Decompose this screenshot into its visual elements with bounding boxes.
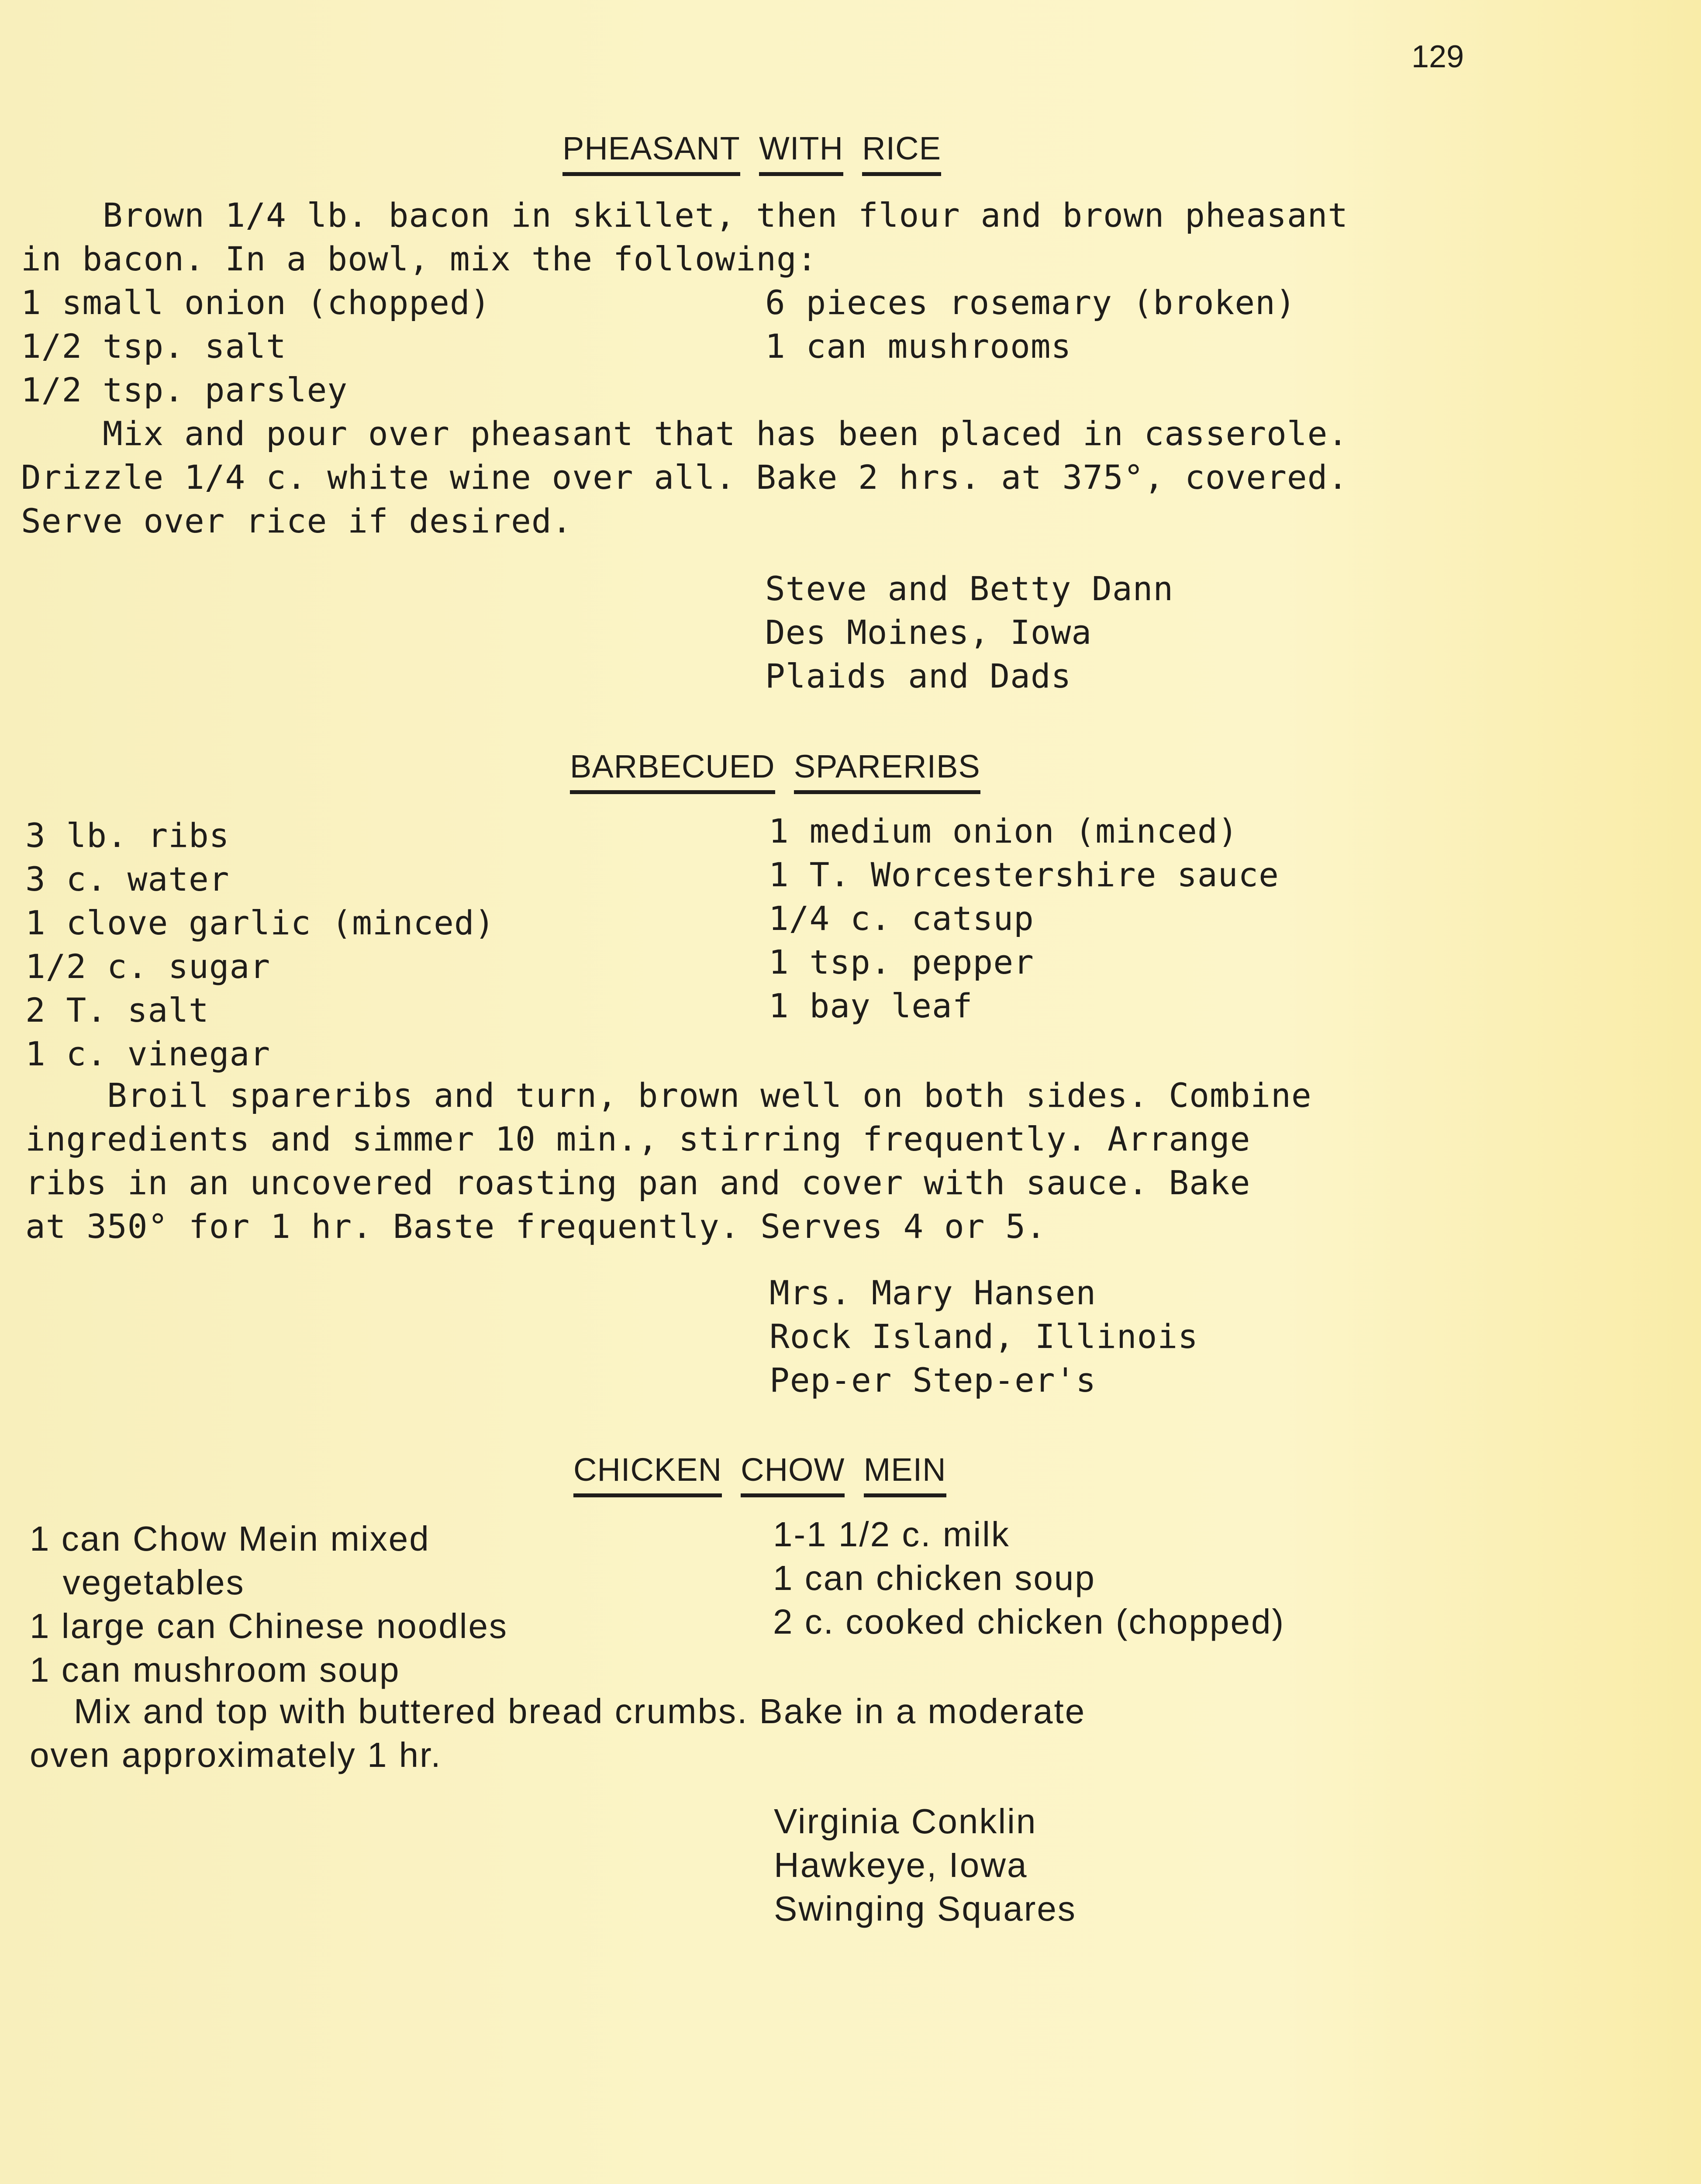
title-word: PHEASANT bbox=[562, 127, 740, 176]
credit-name: Mrs. Mary Hansen bbox=[769, 1273, 1097, 1312]
ingredient: 1 can Chow Mein mixed bbox=[30, 1519, 430, 1558]
ingredient: 1 clove garlic (minced) bbox=[25, 903, 495, 942]
ingredient: 1 c. vinegar bbox=[25, 1034, 271, 1073]
direction-line: ribs in an uncovered roasting pan and cover with sauce. Bake bbox=[25, 1163, 1251, 1202]
title-word: BARBECUED bbox=[570, 745, 775, 794]
credit-club: Swinging Squares bbox=[774, 1889, 1076, 1928]
title-word: CHOW bbox=[741, 1448, 845, 1497]
ingredient: 2 c. cooked chicken (chopped) bbox=[773, 1602, 1285, 1641]
direction-line: Broil spareribs and turn, brown well on both sides. Combine bbox=[25, 1076, 1312, 1115]
ingredient: 1 bay leaf bbox=[769, 986, 973, 1025]
title-word: RICE bbox=[862, 127, 941, 176]
title-word: MEIN bbox=[864, 1448, 946, 1497]
ingredient: 2 T. salt bbox=[25, 991, 209, 1030]
title-word: WITH bbox=[759, 127, 843, 176]
recipe-title bbox=[570, 745, 980, 794]
direction-line: Mix and pour over pheasant that has been placed in casserole. bbox=[21, 414, 1349, 453]
credit-location: Rock Island, Illinois bbox=[769, 1317, 1198, 1356]
ingredient: 6 pieces rosemary (broken) bbox=[765, 283, 1296, 322]
recipe-title bbox=[562, 127, 941, 176]
direction-line: Mix and top with buttered bread crumbs. Bake in a moderate bbox=[30, 1692, 1086, 1731]
ingredient: 1 large can Chinese noodles bbox=[30, 1607, 508, 1645]
direction-line: oven approximately 1 hr. bbox=[30, 1735, 442, 1774]
page-number: 129 bbox=[1411, 39, 1464, 74]
ingredient: 1 can mushrooms bbox=[765, 327, 1072, 366]
ingredient: 1 small onion (chopped) bbox=[21, 283, 491, 322]
direction-line: Drizzle 1/4 c. white wine over all. Bake 2 hrs. at 375°, covered. bbox=[21, 458, 1349, 497]
ingredient: 1 T. Worcestershire sauce bbox=[769, 855, 1279, 894]
ingredient: 3 c. water bbox=[25, 860, 230, 898]
ingredient: 1 can chicken soup bbox=[773, 1559, 1096, 1597]
credit-club: Plaids and Dads bbox=[765, 657, 1072, 695]
recipe-title bbox=[573, 1448, 946, 1497]
ingredient: 1 can mushroom soup bbox=[30, 1650, 400, 1689]
ingredient: 3 lb. ribs bbox=[25, 816, 230, 855]
direction-line: ingredients and simmer 10 min., stirring frequently. Arrange bbox=[25, 1120, 1251, 1158]
credit-location: Des Moines, Iowa bbox=[765, 613, 1092, 652]
ingredient: 1 medium onion (minced) bbox=[769, 812, 1239, 850]
intro-line: Brown 1/4 lb. bacon in skillet, then flour and brown pheasant bbox=[21, 196, 1349, 235]
direction-line: at 350° for 1 hr. Baste frequently. Serves 4 or 5. bbox=[25, 1207, 1046, 1246]
credit-location: Hawkeye, Iowa bbox=[774, 1845, 1028, 1884]
title-word: SPARERIBS bbox=[794, 745, 980, 794]
ingredient: 1-1 1/2 c. milk bbox=[773, 1515, 1010, 1554]
intro-line: in bacon. In a bowl, mix the following: bbox=[21, 239, 818, 278]
ingredient: 1/2 c. sugar bbox=[25, 947, 271, 986]
direction-line: Serve over rice if desired. bbox=[21, 501, 573, 540]
ingredient: 1/2 tsp. salt bbox=[21, 327, 286, 366]
credit-name: Virginia Conklin bbox=[774, 1802, 1037, 1841]
ingredient: 1/2 tsp. parsley bbox=[21, 370, 348, 409]
credit-club: Pep-er Step-er's bbox=[769, 1361, 1097, 1400]
ingredient: 1/4 c. catsup bbox=[769, 899, 1034, 938]
ingredient: 1 tsp. pepper bbox=[769, 943, 1034, 981]
credit-name: Steve and Betty Dann bbox=[765, 569, 1174, 608]
title-word: CHICKEN bbox=[573, 1448, 722, 1497]
ingredient: vegetables bbox=[30, 1563, 245, 1602]
